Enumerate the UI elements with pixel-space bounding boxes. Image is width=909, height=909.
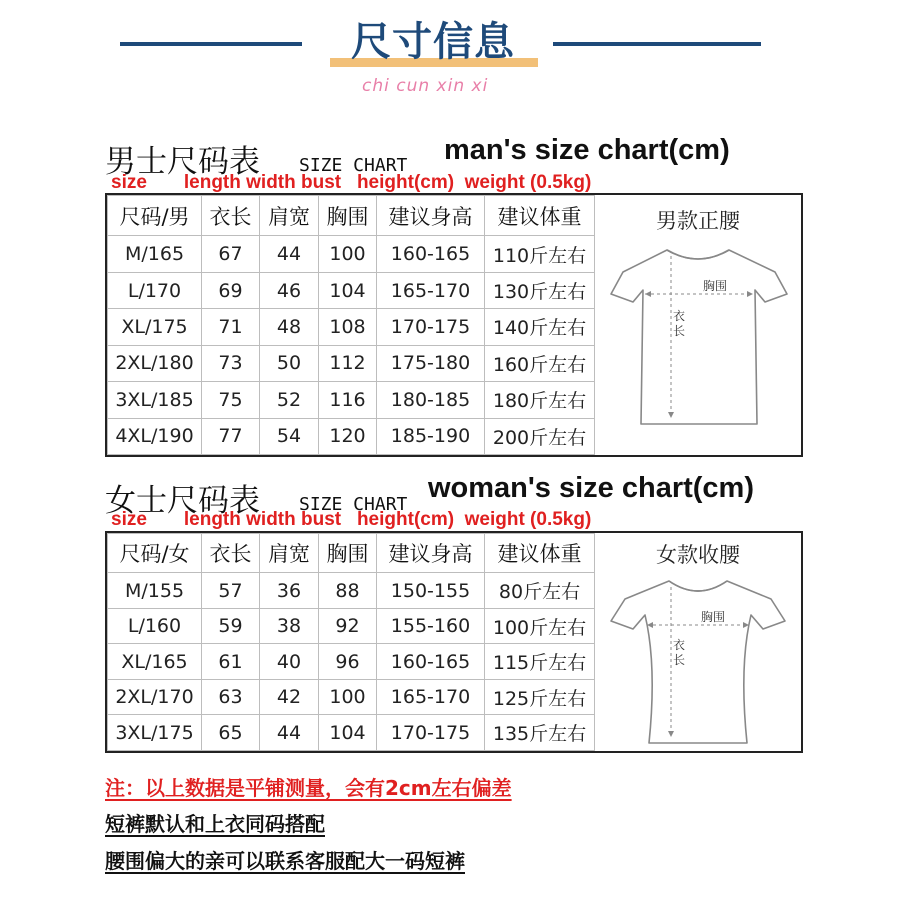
table-row <box>108 715 595 751</box>
men-column-header: 胸围 <box>319 196 377 236</box>
table-cell: 65 <box>202 715 260 751</box>
table-cell: XL/165 <box>108 644 202 680</box>
table-cell: 36 <box>260 573 319 609</box>
table-cell: 175-180 <box>377 345 485 381</box>
women-column-header: 衣长 <box>202 534 260 573</box>
table-cell: L/170 <box>108 272 202 308</box>
table-cell: 115斤左右 <box>485 644 595 680</box>
table-cell: 110斤左右 <box>485 236 595 272</box>
men-table-header-row <box>108 196 595 236</box>
table-cell: 116 <box>319 382 377 418</box>
men-english-column-labels: size length width bust height(cm) weight (0.5kg) <box>111 172 592 193</box>
table-cell: 44 <box>260 236 319 272</box>
table-cell: L/160 <box>108 608 202 644</box>
table-row <box>108 382 595 418</box>
table-cell: 4XL/190 <box>108 418 202 454</box>
table-cell: 77 <box>202 418 260 454</box>
women-size-chart-label: SIZE CHART <box>299 494 408 515</box>
table-cell: 44 <box>260 715 319 751</box>
table-cell: 185-190 <box>377 418 485 454</box>
table-cell: 3XL/175 <box>108 715 202 751</box>
table-cell: 80斤左右 <box>485 573 595 609</box>
men-column-header: 建议身高 <box>377 196 485 236</box>
men-size-chart-label: SIZE CHART <box>299 155 408 176</box>
header-rule-right <box>553 42 761 46</box>
table-cell: 40 <box>260 644 319 680</box>
table-cell: 75 <box>202 382 260 418</box>
table-cell: 2XL/170 <box>108 679 202 715</box>
table-cell: 88 <box>319 573 377 609</box>
table-cell: 125斤左右 <box>485 679 595 715</box>
table-cell: 104 <box>319 272 377 308</box>
note-measurement-deviation: 注：以上数据是平铺测量，会有2cm左右偏差 <box>105 776 512 800</box>
table-cell: 170-175 <box>377 715 485 751</box>
table-cell: 100 <box>319 236 377 272</box>
table-cell: 50 <box>260 345 319 381</box>
table-cell: 120 <box>319 418 377 454</box>
women-column-header: 建议体重 <box>485 534 595 573</box>
men-tshirt-diagram <box>605 242 791 427</box>
table-cell: 108 <box>319 309 377 345</box>
table-row <box>108 644 595 680</box>
table-cell: 100 <box>319 679 377 715</box>
table-cell: 42 <box>260 679 319 715</box>
table-cell: 160-165 <box>377 236 485 272</box>
women-column-header: 建议身高 <box>377 534 485 573</box>
women-column-header: 胸围 <box>319 534 377 573</box>
table-row <box>108 345 595 381</box>
table-cell: 59 <box>202 608 260 644</box>
table-cell: 200斤左右 <box>485 418 595 454</box>
men-length-label-bottom: 长 <box>673 324 686 338</box>
table-cell: 48 <box>260 309 319 345</box>
table-cell: 112 <box>319 345 377 381</box>
table-cell: 46 <box>260 272 319 308</box>
table-cell: 3XL/185 <box>108 382 202 418</box>
table-cell: XL/175 <box>108 309 202 345</box>
table-cell: 155-160 <box>377 608 485 644</box>
men-size-table <box>107 195 595 455</box>
table-cell: 71 <box>202 309 260 345</box>
women-column-header: 尺码/女 <box>108 534 202 573</box>
table-cell: 63 <box>202 679 260 715</box>
table-cell: 2XL/180 <box>108 345 202 381</box>
men-column-header: 建议体重 <box>485 196 595 236</box>
table-cell: M/155 <box>108 573 202 609</box>
page-title: 尺寸信息 <box>351 19 515 65</box>
women-size-table <box>107 533 595 751</box>
note-contact-service: 腰围偏大的亲可以联系客服配大一码短裤 <box>105 849 465 873</box>
women-english-column-labels: size length width bust height(cm) weight (0.5kg) <box>111 509 592 530</box>
men-length-label-top: 衣 <box>673 309 686 323</box>
men-chest-label: 胸围 <box>703 279 728 293</box>
table-row <box>108 608 595 644</box>
table-cell: 180斤左右 <box>485 382 595 418</box>
header-rule-left <box>120 42 302 46</box>
table-cell: 170-175 <box>377 309 485 345</box>
page-title-pinyin: chi cun xin xi <box>362 76 489 96</box>
table-cell: 180-185 <box>377 382 485 418</box>
note-shorts-default-size: 短裤默认和上衣同码搭配 <box>105 812 325 836</box>
men-title-en: man's size chart(cm) <box>444 134 730 166</box>
table-cell: 160-165 <box>377 644 485 680</box>
men-column-header: 衣长 <box>202 196 260 236</box>
men-column-header: 肩宽 <box>260 196 319 236</box>
men-fit-title: 男款正腰 <box>656 209 740 233</box>
table-cell: 96 <box>319 644 377 680</box>
table-cell: 61 <box>202 644 260 680</box>
table-row <box>108 573 595 609</box>
women-table-header-row <box>108 534 595 573</box>
table-cell: 52 <box>260 382 319 418</box>
table-cell: 140斤左右 <box>485 309 595 345</box>
women-title-cn: 女士尺码表 <box>105 483 260 519</box>
table-row <box>108 679 595 715</box>
table-cell: 160斤左右 <box>485 345 595 381</box>
table-cell: 38 <box>260 608 319 644</box>
table-cell: 100斤左右 <box>485 608 595 644</box>
women-chest-label: 胸围 <box>701 610 726 624</box>
women-tshirt-diagram <box>605 575 791 745</box>
men-title-cn: 男士尺码表 <box>105 144 260 180</box>
table-cell: 135斤左右 <box>485 715 595 751</box>
table-cell: 130斤左右 <box>485 272 595 308</box>
table-row <box>108 272 595 308</box>
women-tshirt-outline <box>611 581 785 743</box>
women-title-en: woman's size chart(cm) <box>428 472 754 504</box>
women-column-header: 肩宽 <box>260 534 319 573</box>
women-fit-title: 女款收腰 <box>656 543 740 567</box>
table-cell: 150-155 <box>377 573 485 609</box>
table-cell: 165-170 <box>377 272 485 308</box>
table-cell: 104 <box>319 715 377 751</box>
table-cell: 57 <box>202 573 260 609</box>
table-cell: M/165 <box>108 236 202 272</box>
men-fit-panel <box>594 195 801 455</box>
women-length-label-bottom: 长 <box>673 653 686 667</box>
table-cell: 73 <box>202 345 260 381</box>
table-cell: 54 <box>260 418 319 454</box>
table-row <box>108 418 595 454</box>
men-column-header: 尺码/男 <box>108 196 202 236</box>
table-cell: 67 <box>202 236 260 272</box>
table-cell: 165-170 <box>377 679 485 715</box>
women-fit-panel <box>594 533 801 751</box>
women-length-label-top: 衣 <box>673 638 686 652</box>
table-cell: 69 <box>202 272 260 308</box>
table-row <box>108 309 595 345</box>
men-tshirt-outline <box>611 250 787 424</box>
table-cell: 92 <box>319 608 377 644</box>
table-row <box>108 236 595 272</box>
